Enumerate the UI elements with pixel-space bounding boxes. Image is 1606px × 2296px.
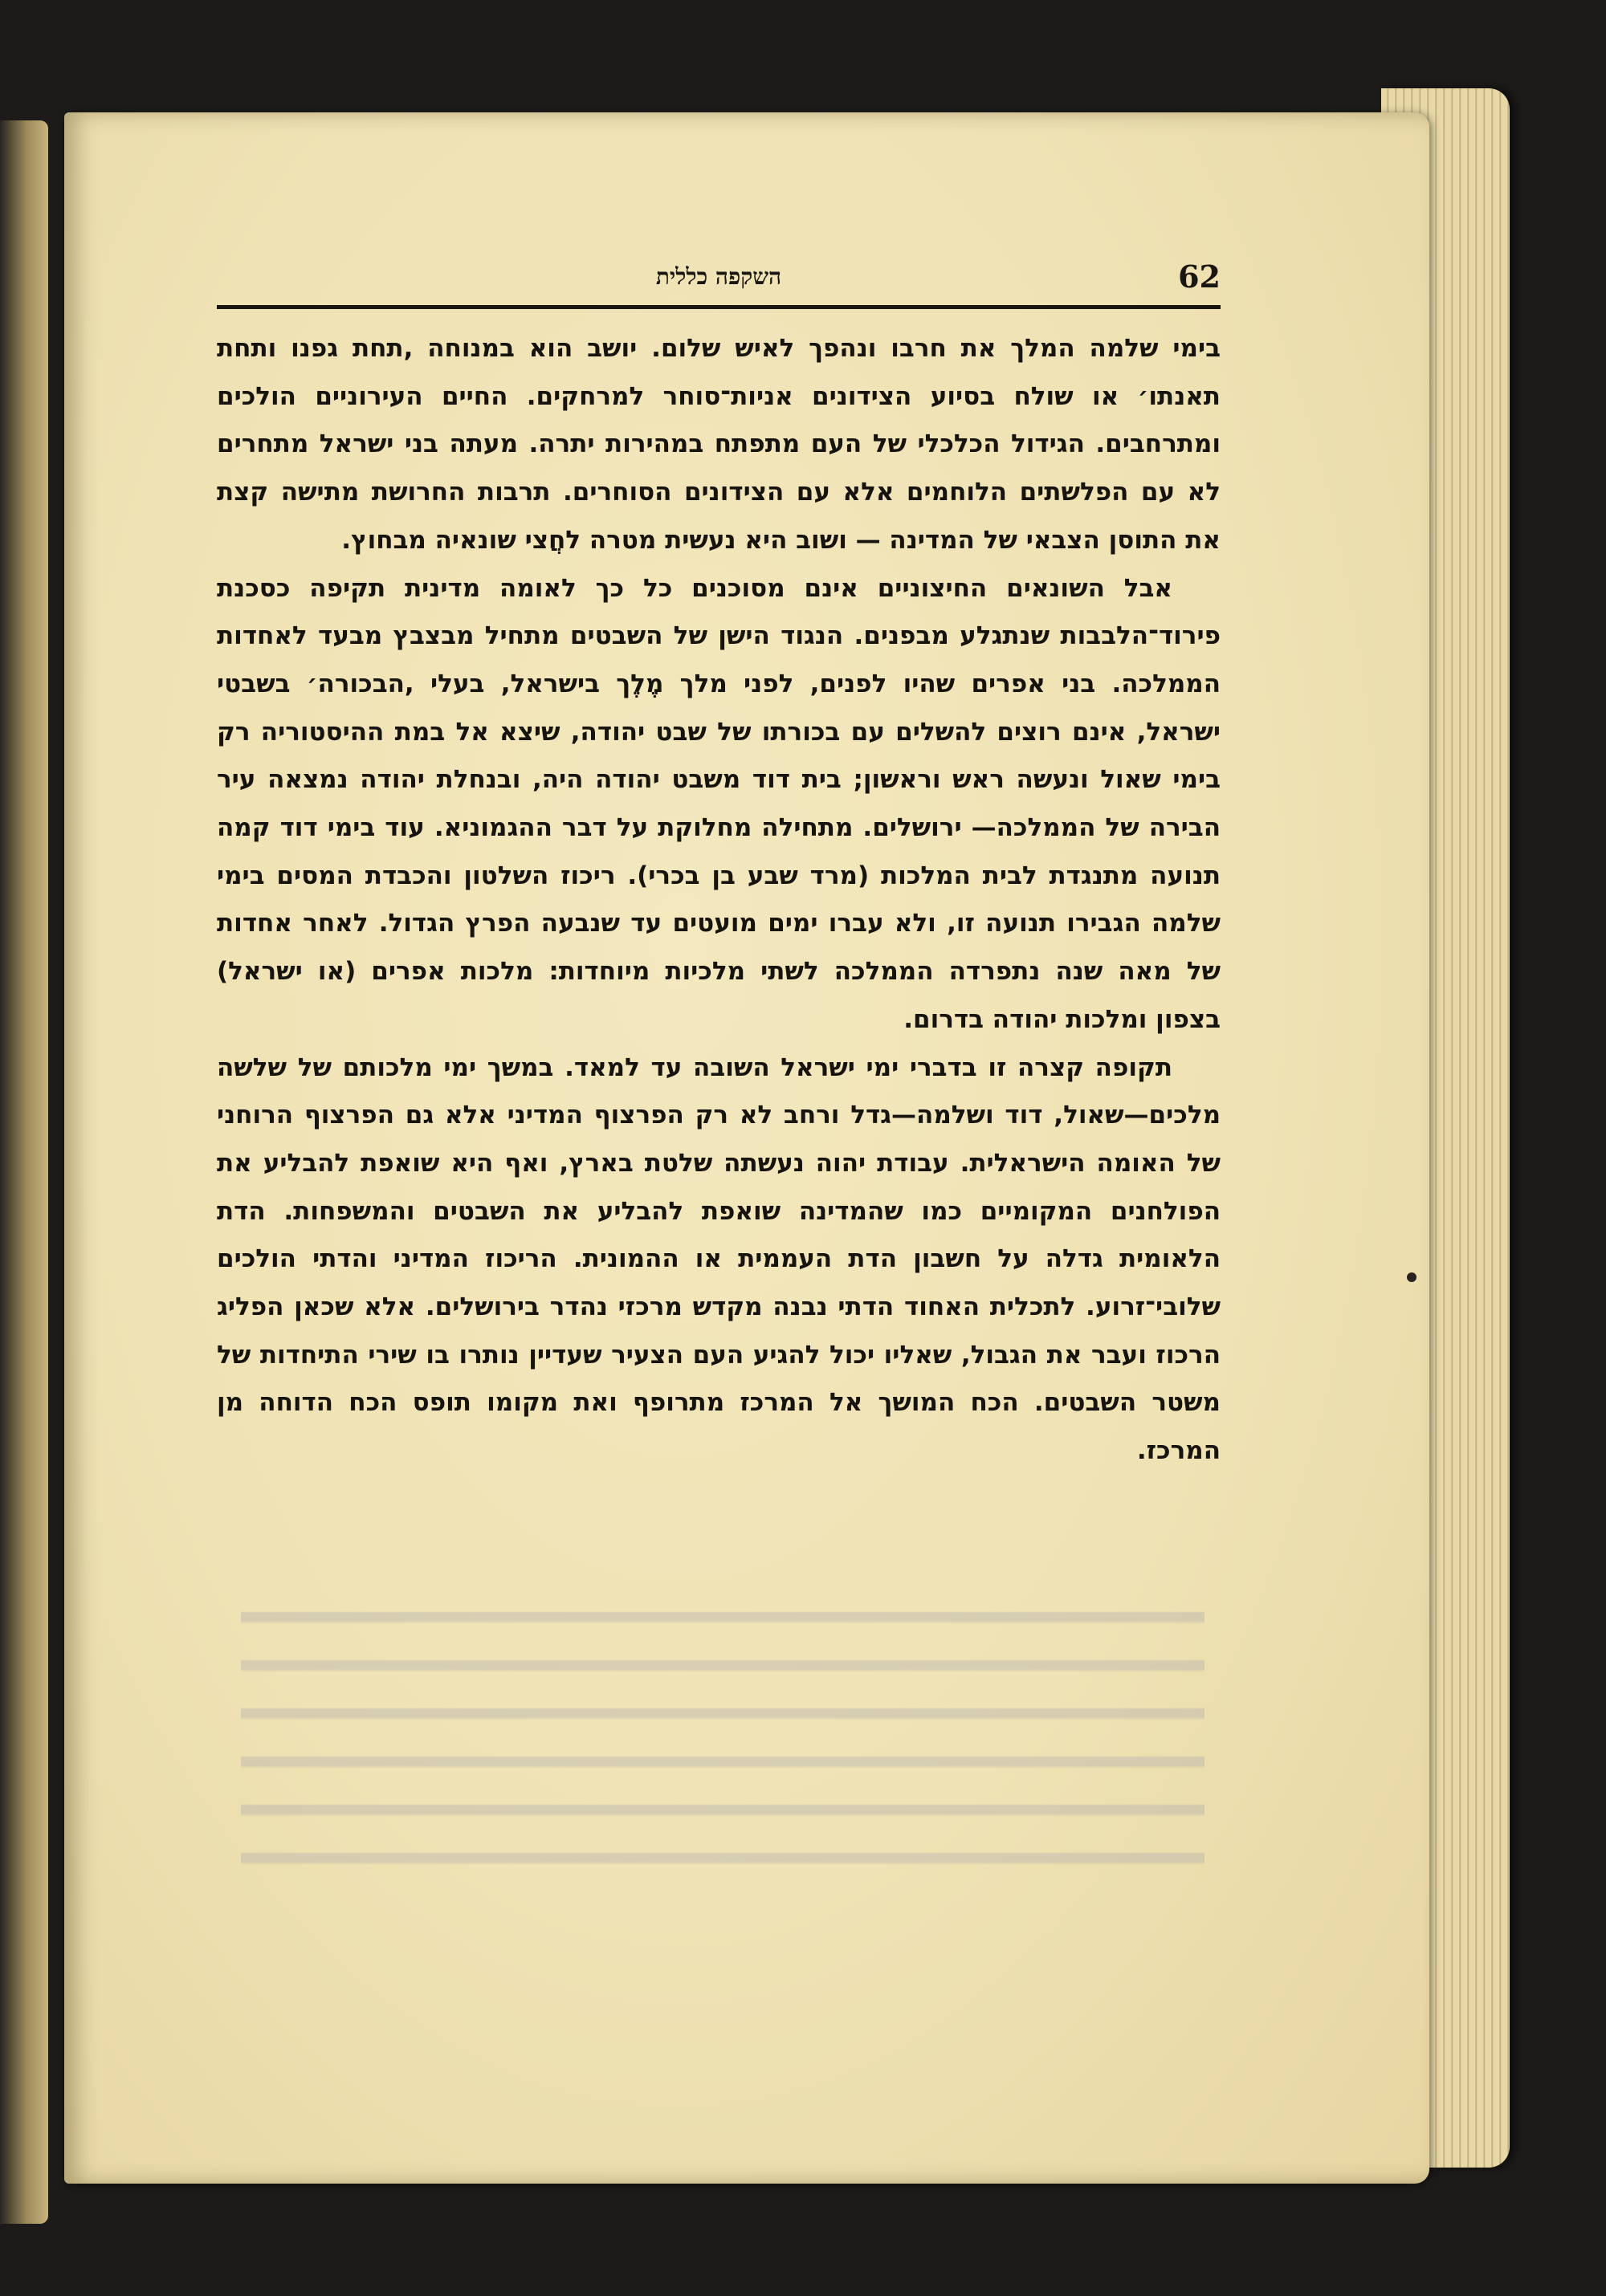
paragraph: תקופה קצרה זו בדברי ימי ישראל השובה עד למאד. במשך ימי מלכותם של שלשה מלכים—שאול, דוד ושלמה—גדל ורחב לא רק הפרצוף המדיני אלא גם הפרצוף הרוחני של האומה הישראלית. עבודת יהוה נעשתה שלטת בארץ, ואף היא שואפת להבליע את הפולחנים המקומיים כמו שהמדינה שואפת להבליע את השבטים והמשפחות. הדת הלאומית גדלה על חשבון הדת העממית או ההמונית. הריכוז המדיני והדתי הולכים שלובי־זרוע. לתכלית האחוד הדתי נבנה מקדש מרכזי נהדר בירושלים. אלא שכאן הפליג הרכוז ועבר את הגבול, שאליו יכול להגיע העם הצעיר שעדיין נותרו בו שירי התיחדות של משטר השבטים. הכח המושך אל המרכז מתרופף ואת מקומו תופס הכח הדוחה מן המרכז. (217, 1052, 1221, 1466)
facing-page-edge (0, 120, 48, 2224)
page-number: 62 (1178, 259, 1221, 295)
ink-dot (1407, 1272, 1416, 1282)
page-header (217, 257, 1221, 309)
show-through-text (241, 1594, 1204, 1867)
paragraph: אבל השונאים החיצוניים אינם מסוכנים כל כך לאומה מדינית תקיפה כסכנת פירוד־הלבבות שנתגלע מבפנים. הנגוד הישן של השבטים מתחיל מבצבץ מבעד לאחדות הממלכה. בני אפרים שהיו לפנים, לפני מלך מֶלֶך בישראל, בעלי ,הבכורה׳ בשבטי ישראל, אינם רוצים להשלים עם בכורתו של שבט יהודה, שיצא אל במת ההיסטוריה רק בימי שאול ונעשה ראש וראשון; בית דוד משבט יהודה היה, ובנחלת יהודה נמצאה עיר הבירה של הממלכה— ירושלים. מתחילה מחלוקת על דבר ההגמוניא. עוד בימי דוד קמה תנועה מתנגדת לבית המלכות (מרד שבע בן בכרי). ריכוז השלטון והכבדת המסים בימי שלמה הגבירו תנועה זו, ולא עברו ימים מועטים עד שנבעה הפרץ הגדול. לאחר אחדות של מאה שנה נתפרדה הממלכה לשתי מלכיות מיוחדות: מלכות אפרים (או ישראל) בצפון ומלכות יהודה בדרום. (217, 573, 1221, 1034)
page-body (217, 325, 1221, 1476)
running-head: השקפה כללית (655, 263, 782, 290)
paragraph: בימי שלמה המלך את חרבו ונהפך לאיש שלום. יושב הוא במנוחה ,תחת גפנו ותחת תאנתו׳ או שולח בסיוע הצידונים אניות־סוחר למרחקים. החיים העירוניים הולכים ומתרחבים. הגידול הכלכלי של העם מתפתח במהירות יתרה. מעתה בני ישראל מתחרים לא עם הפלשתים הלוחמים אלא עם הצידונים הסוחרים. תרבות החרושת מתישה קצת את התוסן הצבאי של המדינה — ושוב היא נעשית מטרה לחֲצי שונאיה מבחוץ. (217, 334, 1221, 555)
